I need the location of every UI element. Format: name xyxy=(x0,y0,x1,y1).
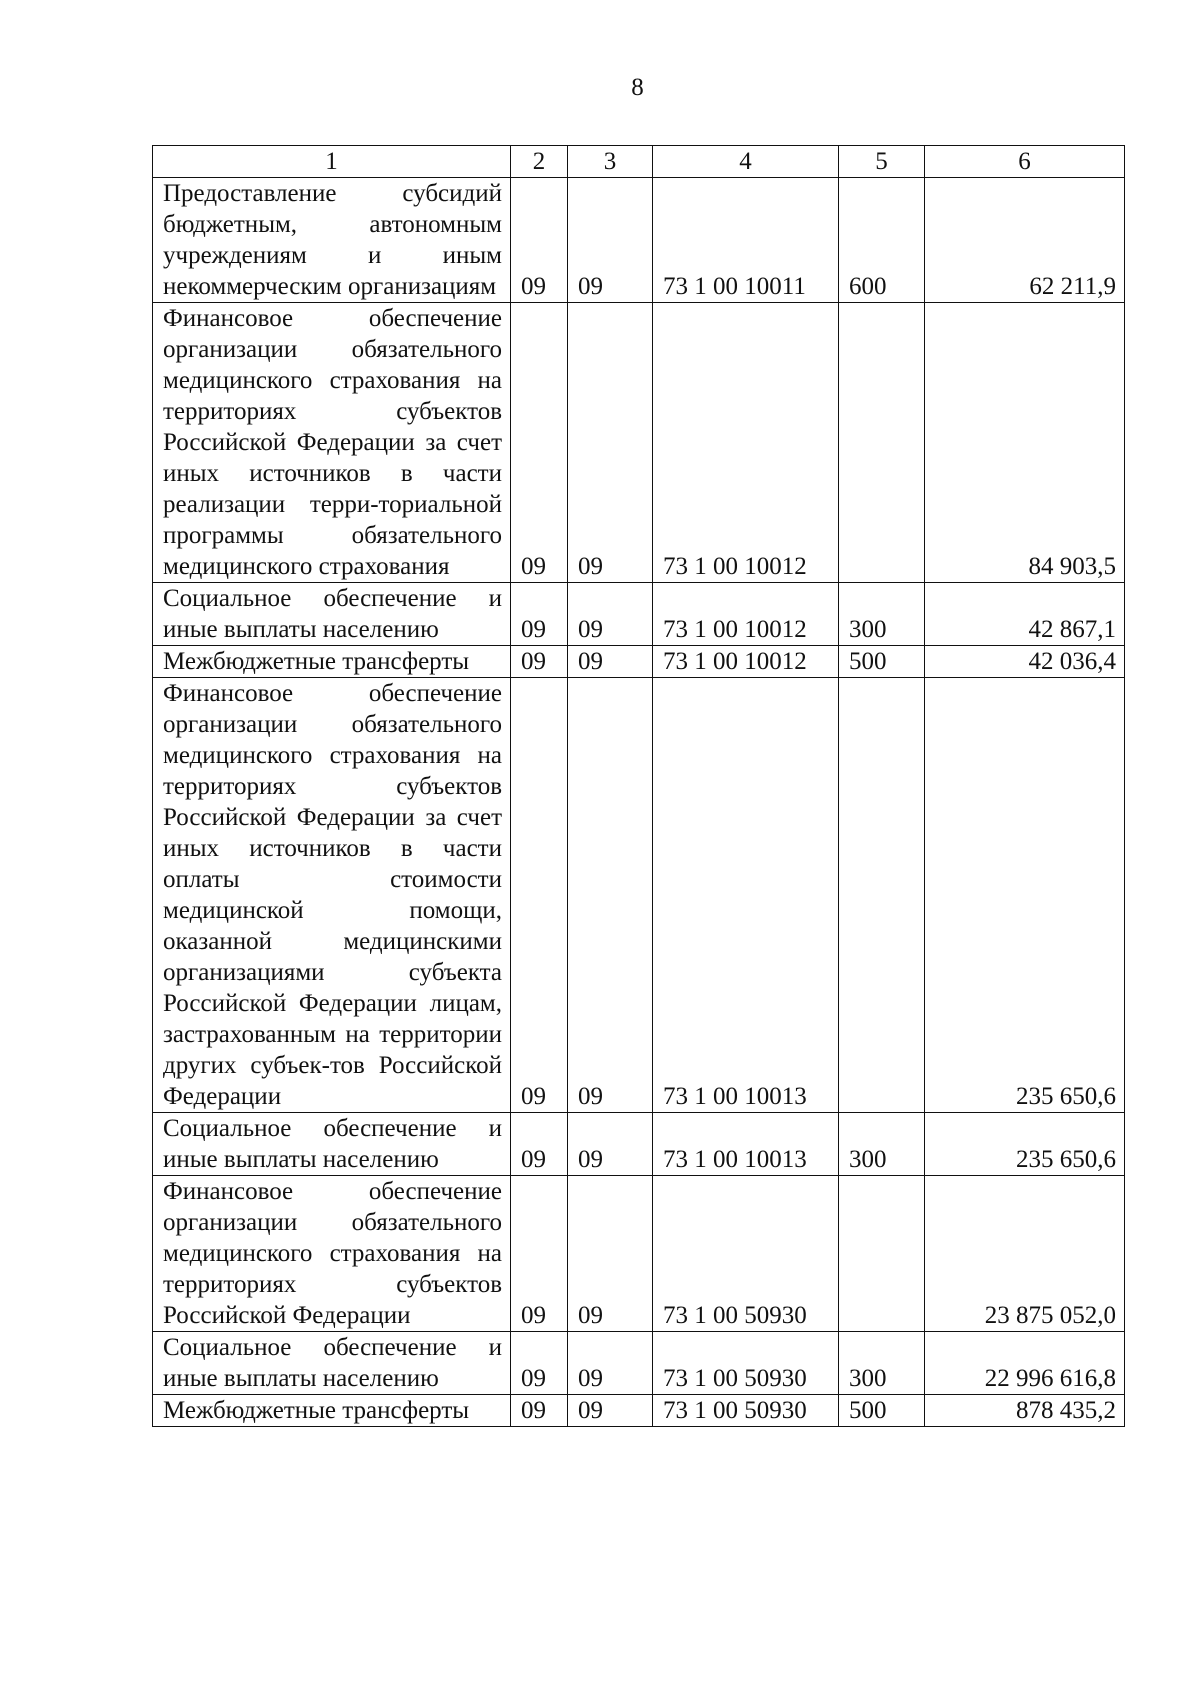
row-amount: 42 867,1 xyxy=(925,583,1125,646)
row-target-code: 73 1 00 50930 xyxy=(653,1176,839,1332)
row-description: Межбюджетные трансферты xyxy=(153,646,511,678)
row-section: 09 xyxy=(511,1395,568,1427)
row-description: Социальное обеспечение и иные выплаты населению xyxy=(153,583,511,646)
table-row xyxy=(153,678,1125,1113)
table-body xyxy=(153,178,1125,1427)
row-section: 09 xyxy=(511,678,568,1113)
row-amount: 878 435,2 xyxy=(925,1395,1125,1427)
row-expense-type xyxy=(839,678,925,1113)
table-row xyxy=(153,178,1125,303)
row-description: Социальное обеспечение и иные выплаты населению xyxy=(153,1332,511,1395)
row-subsection: 09 xyxy=(568,303,653,583)
row-subsection: 09 xyxy=(568,1332,653,1395)
row-amount: 62 211,9 xyxy=(925,178,1125,303)
row-expense-type: 300 xyxy=(839,1332,925,1395)
header-cell-1: 1 xyxy=(153,146,511,178)
row-section: 09 xyxy=(511,646,568,678)
header-cell-3: 3 xyxy=(568,146,653,178)
row-target-code: 73 1 00 10012 xyxy=(653,583,839,646)
table-header xyxy=(153,146,1125,178)
row-target-code: 73 1 00 10011 xyxy=(653,178,839,303)
row-expense-type: 500 xyxy=(839,1395,925,1427)
table-row xyxy=(153,646,1125,678)
row-target-code: 73 1 00 10013 xyxy=(653,678,839,1113)
row-description: Предоставление субсидий бюджетным, автономным учреждениям и иным некоммерческим организациям xyxy=(153,178,511,303)
row-section: 09 xyxy=(511,1332,568,1395)
row-description: Финансовое обеспечение организации обязательного медицинского страхования на территориях субъектов Российской Федерации за счет иных источников в части реализации терри-ториальной программы обязательного медицинского страхования xyxy=(153,303,511,583)
row-subsection: 09 xyxy=(568,178,653,303)
row-target-code: 73 1 00 50930 xyxy=(653,1395,839,1427)
row-target-code: 73 1 00 10012 xyxy=(653,646,839,678)
table-row xyxy=(153,303,1125,583)
header-cell-6: 6 xyxy=(925,146,1125,178)
row-expense-type: 600 xyxy=(839,178,925,303)
table-row xyxy=(153,583,1125,646)
row-section: 09 xyxy=(511,1113,568,1176)
row-target-code: 73 1 00 10012 xyxy=(653,303,839,583)
row-amount: 23 875 052,0 xyxy=(925,1176,1125,1332)
row-amount: 235 650,6 xyxy=(925,1113,1125,1176)
row-expense-type xyxy=(839,303,925,583)
header-cell-5: 5 xyxy=(839,146,925,178)
row-section: 09 xyxy=(511,1176,568,1332)
row-description: Финансовое обеспечение организации обязательного медицинского страхования на территориях субъектов Российской Федерации xyxy=(153,1176,511,1332)
budget-table xyxy=(152,145,1125,1427)
row-subsection: 09 xyxy=(568,1395,653,1427)
row-subsection: 09 xyxy=(568,646,653,678)
row-expense-type xyxy=(839,1176,925,1332)
row-amount: 235 650,6 xyxy=(925,678,1125,1113)
table-row xyxy=(153,1395,1125,1427)
row-description: Социальное обеспечение и иные выплаты населению xyxy=(153,1113,511,1176)
header-cell-2: 2 xyxy=(511,146,568,178)
table-row xyxy=(153,1176,1125,1332)
row-expense-type: 300 xyxy=(839,1113,925,1176)
row-subsection: 09 xyxy=(568,583,653,646)
row-section: 09 xyxy=(511,583,568,646)
row-target-code: 73 1 00 50930 xyxy=(653,1332,839,1395)
row-amount: 42 036,4 xyxy=(925,646,1125,678)
row-section: 09 xyxy=(511,303,568,583)
row-subsection: 09 xyxy=(568,1113,653,1176)
row-target-code: 73 1 00 10013 xyxy=(653,1113,839,1176)
row-amount: 84 903,5 xyxy=(925,303,1125,583)
row-amount: 22 996 616,8 xyxy=(925,1332,1125,1395)
page-number: 8 xyxy=(631,74,644,101)
row-subsection: 09 xyxy=(568,1176,653,1332)
row-description: Финансовое обеспечение организации обязательного медицинского страхования на территориях субъектов Российской Федерации за счет иных источников в части оплаты стоимости медицинской помощи, оказанной медицинскими организациями субъекта Российской Федерации лицам, застрахованным на территории других субъек-тов Российской Федерации xyxy=(153,678,511,1113)
row-description: Межбюджетные трансферты xyxy=(153,1395,511,1427)
table-row xyxy=(153,1332,1125,1395)
header-row xyxy=(153,146,1125,178)
row-expense-type: 300 xyxy=(839,583,925,646)
row-section: 09 xyxy=(511,178,568,303)
table-row xyxy=(153,1113,1125,1176)
row-subsection: 09 xyxy=(568,678,653,1113)
header-cell-4: 4 xyxy=(653,146,839,178)
row-expense-type: 500 xyxy=(839,646,925,678)
